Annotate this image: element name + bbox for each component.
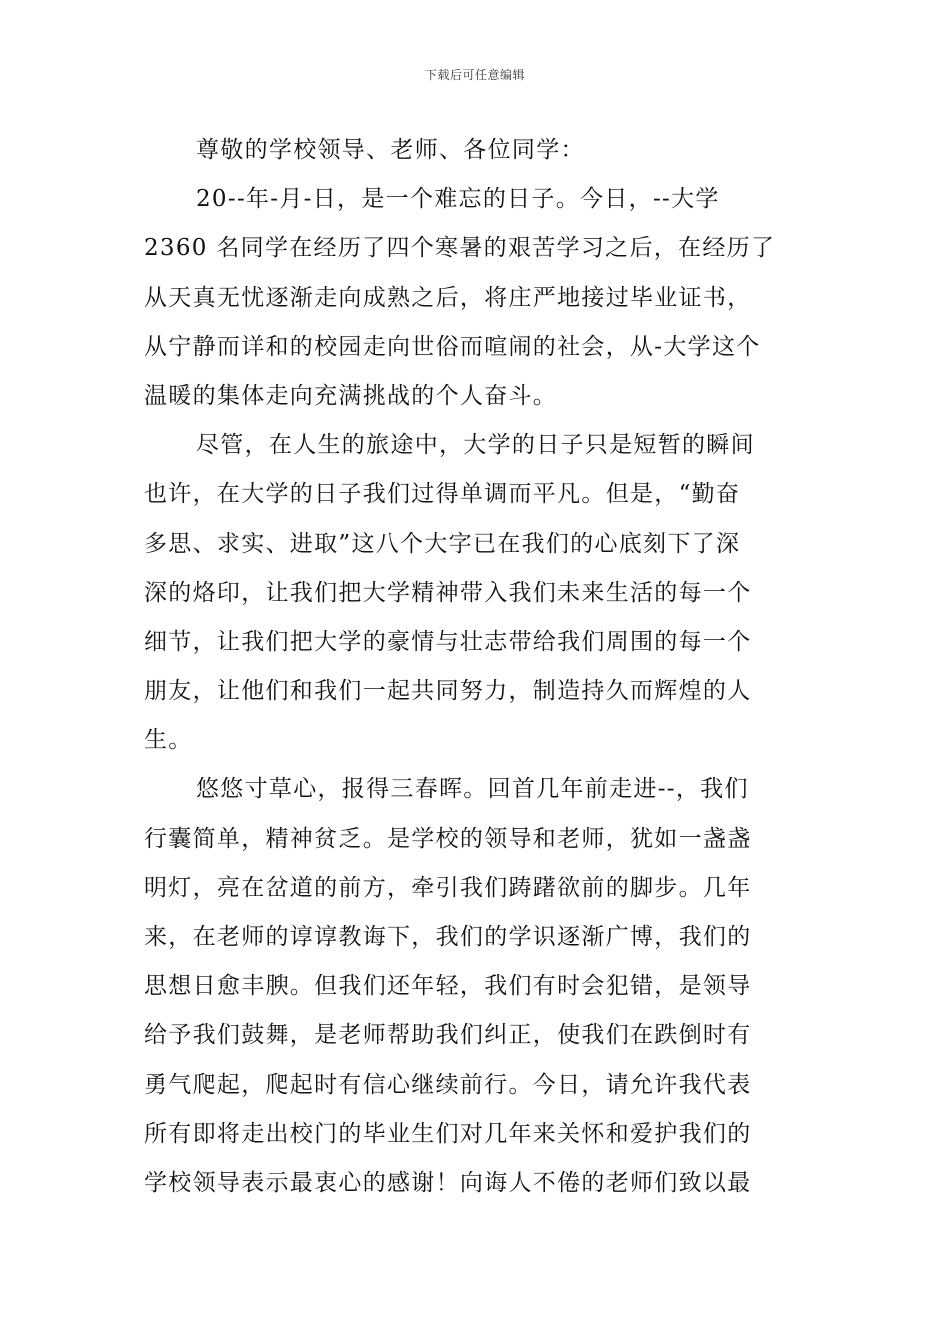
paragraph-3-line-9: 学校领导表示最衷心的感谢！向诲人不倦的老师们致以最	[144, 1169, 752, 1196]
salutation-line: 尊敬的学校领导、老师、各位同学：	[196, 137, 585, 163]
paragraph-1-line-5: 温暖的集体走向充满挑战的个人奋斗。	[144, 382, 558, 409]
paragraph-1-line-3: 从天真无忧逐渐走向成熟之后，将庄严地接过毕业证书，	[144, 284, 752, 311]
paragraph-1-line-4: 从宁静而详和的校园走向世俗而喧闹的社会，从-大学这个	[144, 333, 761, 360]
paragraph-3-line-2: 行囊简单，精神贫乏。是学校的领导和老师，犹如一盏盏	[144, 825, 752, 852]
document-body	[144, 126, 808, 1208]
paragraph-2-line-1: 尽管，在人生的旅途中，大学的日子只是短暂的瞬间	[196, 432, 755, 459]
paragraph-3-line-3: 明灯，亮在岔道的前方，牵引我们踌躇欲前的脚步。几年	[144, 874, 752, 901]
paragraph-1-line-1: 20--年-月-日，是一个难忘的日子。今日，--大学	[196, 186, 720, 213]
header-note: 下载后可任意编辑	[424, 68, 525, 82]
paragraph-1-line-2: 2360 名同学在经历了四个寒暑的艰苦学习之后，在经历了	[144, 235, 776, 262]
paragraph-2-line-2: 也许，在大学的日子我们过得单调而平凡。但是，“勤奋	[144, 481, 741, 508]
paragraph-3-line-1: 悠悠寸草心，报得三春晖。回首几年前走进--，我们	[196, 776, 749, 803]
paragraph-2-line-5: 细节，让我们把大学的豪情与壮志带给我们周围的每一个	[144, 628, 752, 655]
paragraph-2-line-3: 多思、求实、进取”这八个大字已在我们的心底刻下了深	[144, 530, 741, 557]
paragraph-2-line-4: 深的烙印，让我们把大学精神带入我们未来生活的每一个	[144, 579, 752, 606]
paragraph-3-line-5: 思想日愈丰腴。但我们还年轻，我们有时会犯错，是领导	[144, 973, 752, 1000]
paragraph-3-line-8: 所有即将走出校门的毕业生们对几年来关怀和爱护我们的	[144, 1120, 752, 1147]
paragraph-3-line-6: 给予我们鼓舞，是老师帮助我们纠正，使我们在跌倒时有	[144, 1022, 752, 1049]
paragraph-3-line-4: 来，在老师的谆谆教诲下，我们的学识逐渐广博，我们的	[144, 924, 752, 950]
paragraph-3-line-7: 勇气爬起，爬起时有信心继续前行。今日，请允许我代表	[144, 1071, 752, 1098]
paragraph-2-line-7: 生。	[144, 727, 193, 754]
paragraph-2-line-6: 朋友，让他们和我们一起共同努力，制造持久而辉煌的人	[144, 678, 752, 705]
